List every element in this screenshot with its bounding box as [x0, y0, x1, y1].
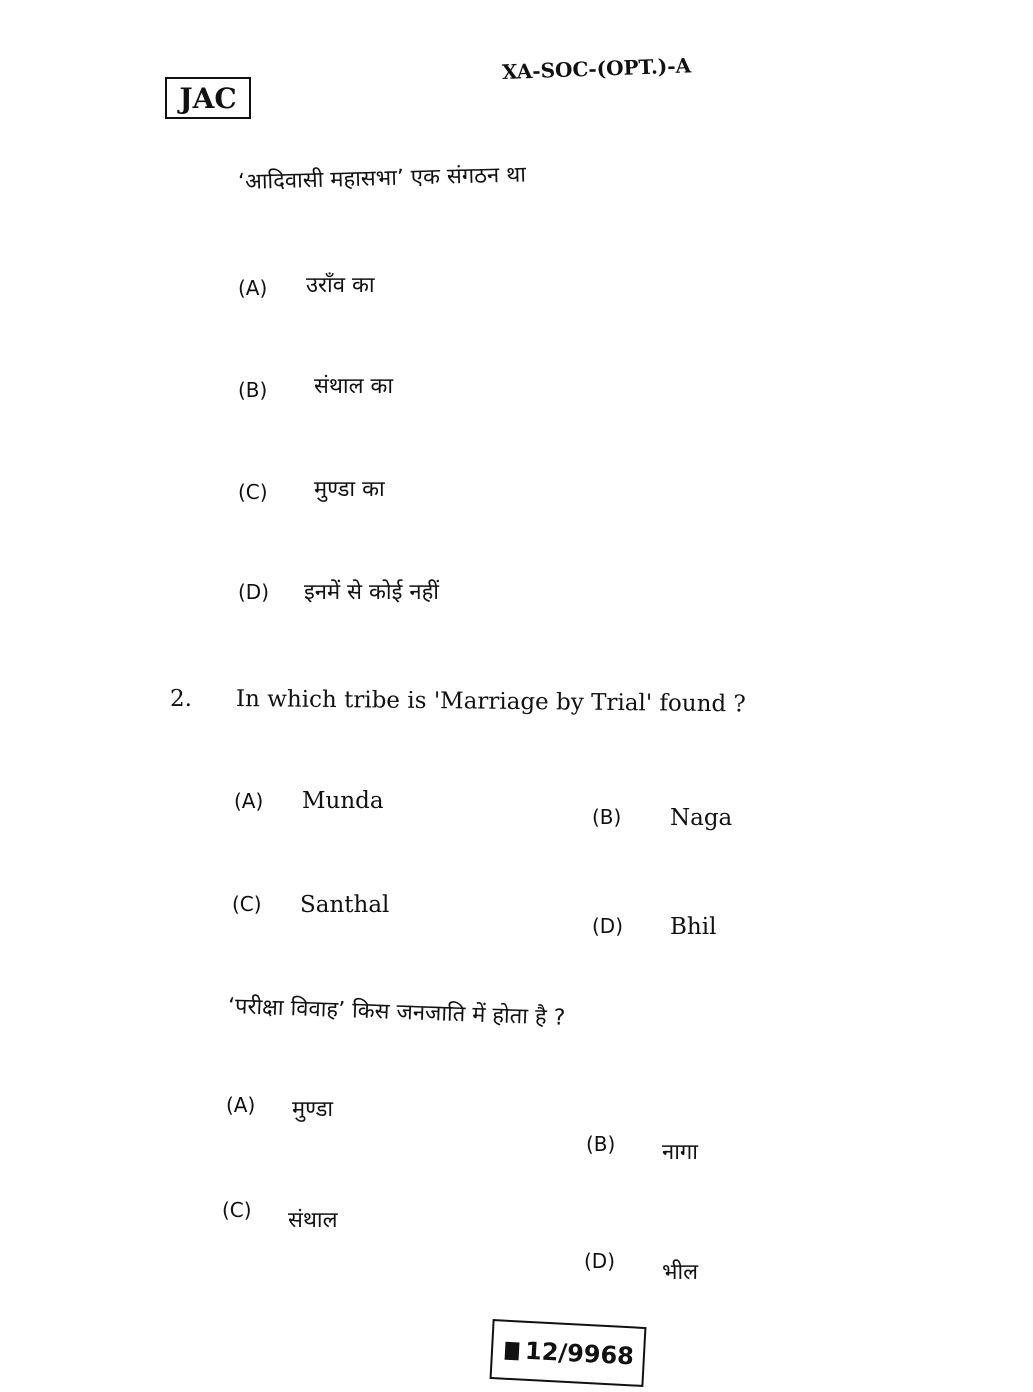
q2-option-b-label: (B): [592, 805, 622, 829]
q1-option-b-text: संथाल का: [314, 374, 394, 399]
q2h-option-d-label: (D): [584, 1249, 616, 1273]
jac-logo: JAC: [165, 77, 251, 119]
question2-hindi-text: ‘परीक्षा विवाह’ किस जनजाति में होता है ?: [227, 994, 566, 1031]
q1-option-c-label: (C): [238, 480, 268, 504]
q2-option-b-text: Naga: [670, 805, 733, 831]
q2-option-a-text: Munda: [302, 788, 384, 814]
q1-option-c-text: मुण्डा का: [314, 477, 385, 502]
q1-option-d-text: इनमें से कोई नहीं: [304, 580, 440, 605]
q2-option-d-label: (D): [592, 914, 624, 938]
q2h-option-b-label: (B): [586, 1132, 616, 1156]
q1-option-d-label: (D): [238, 580, 270, 604]
q1-option-a-label: (A): [238, 276, 268, 300]
question2-number: 2.: [170, 686, 192, 712]
q2-option-c-text: Santhal: [300, 892, 390, 918]
paper-code: XA-SOC-(OPT.)-A: [501, 53, 692, 84]
q2-option-d-text: Bhil: [670, 914, 717, 940]
q2h-option-b-text: नागा: [662, 1140, 698, 1165]
square-bullet-icon: [505, 1342, 520, 1361]
q2-option-a-label: (A): [234, 789, 264, 813]
q1-option-b-label: (B): [238, 378, 268, 402]
q2h-option-d-text: भील: [662, 1260, 699, 1285]
stamp-number: 12/9968: [524, 1336, 635, 1371]
q2h-option-c-label: (C): [222, 1198, 252, 1222]
q1-option-a-text: उराँव का: [306, 273, 375, 298]
q2h-option-c-text: संथाल: [288, 1208, 338, 1233]
question2-text: In which tribe is 'Marriage by Trial' found ?: [235, 686, 746, 718]
page-stamp: [490, 1319, 647, 1387]
q2h-option-a-label: (A): [226, 1093, 256, 1117]
question1-hindi-text: ‘आदिवासी महासभा’ एक संगठन था: [237, 162, 527, 195]
q2h-option-a-text: मुण्डा: [292, 1097, 334, 1122]
q2-option-c-label: (C): [232, 892, 262, 916]
